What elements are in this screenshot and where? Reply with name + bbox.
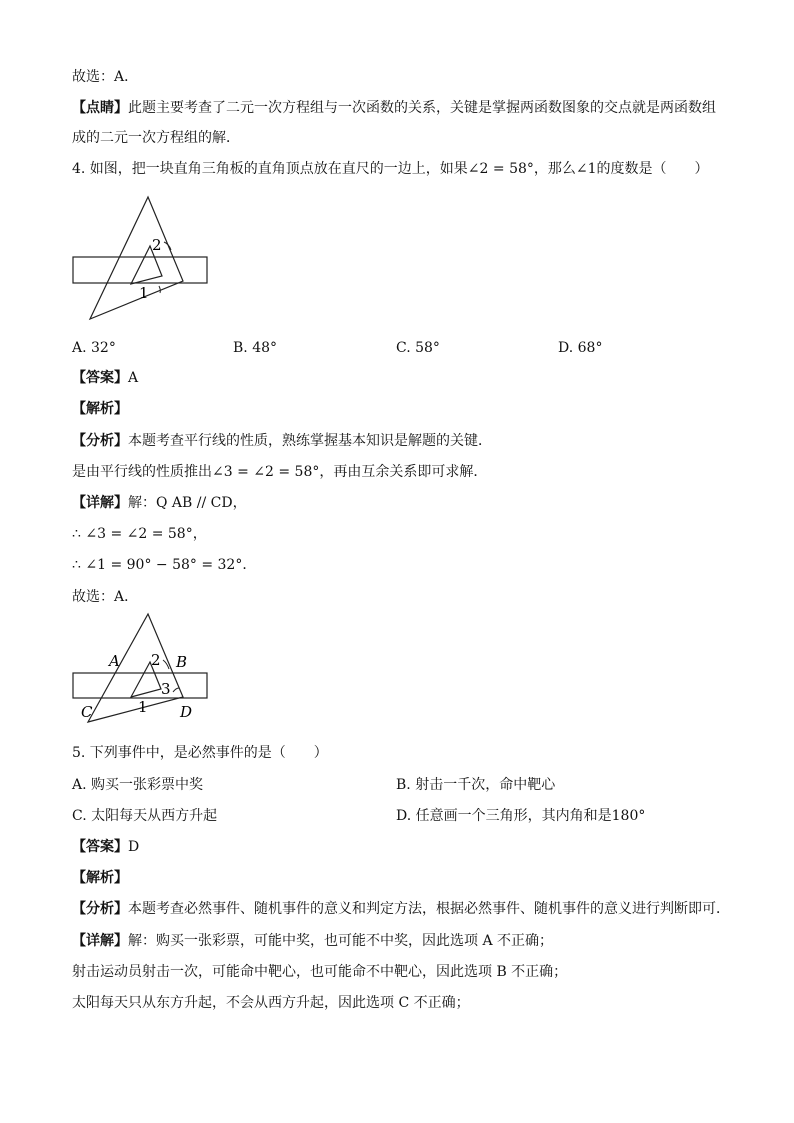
q4-analysis-text: 本题考查平行线的性质，熟练掌握基本知识是解题的关键． bbox=[128, 433, 492, 449]
label-point-b: B bbox=[176, 653, 188, 671]
q5-explain-tag bbox=[72, 869, 128, 887]
q5-answer-tag: 【答案】 bbox=[72, 839, 128, 855]
q4-answer bbox=[72, 369, 138, 387]
ruler bbox=[73, 257, 207, 283]
q4-detail-2: ∴ ∠3 = ∠2 = 58°， bbox=[72, 526, 207, 542]
q5-detail-2: 射击运动员射击一次，可能命中靶心，也可能命不中靶心，因此选项 B 不正确； bbox=[72, 964, 568, 980]
label-angle-1: 1 bbox=[138, 698, 148, 716]
q4-option-a: A. 32° bbox=[72, 340, 116, 356]
q4-analysis-2: 是由平行线的性质推出∠3 = ∠2 = 58°，再由互余关系即可求解． bbox=[72, 464, 488, 480]
prev-comment-line-1 bbox=[72, 99, 716, 117]
q4-final: 故选：A． bbox=[72, 589, 139, 605]
q5-stem: 5. 下列事件中，是必然事件的是（ ） bbox=[72, 745, 328, 761]
q5-explain-label: 【解析】 bbox=[72, 870, 128, 886]
outer-triangle bbox=[90, 197, 183, 319]
q4-answer-value: A bbox=[128, 370, 139, 386]
prev-comment-line-2: 成的二元一次方程组的解． bbox=[72, 130, 240, 146]
label-angle-2: 2 bbox=[152, 236, 162, 254]
q4-option-c: C. 58° bbox=[396, 340, 440, 356]
q5-option-b: B. 射击一千次，命中靶心 bbox=[396, 777, 556, 793]
angle-1-arc bbox=[159, 286, 160, 293]
q4-detail-3: ∴ ∠1 = 90° − 58° = 32°． bbox=[72, 557, 257, 573]
q4-figure-1 bbox=[66, 192, 216, 322]
label-angle-2: 2 bbox=[151, 651, 161, 669]
q5-detail-3: 太阳每天只从东方升起，不会从西方升起，因此选项 C 不正确； bbox=[72, 995, 470, 1011]
q4-detail-tag: 【详解】 bbox=[72, 495, 128, 511]
q5-answer-value: D bbox=[128, 839, 140, 855]
q4-option-b: B. 48° bbox=[233, 340, 278, 356]
q5-analysis-text: 本题考查必然事件、随机事件的意义和判定方法，根据必然事件、随机事件的意义进行判断即可． bbox=[128, 901, 730, 917]
q5-detail-text-1: 解：购买一张彩票，可能中奖，也可能不中奖，因此选项 A 不正确； bbox=[128, 933, 554, 949]
q4-detail-text-1: 解：Q AB // CD， bbox=[128, 495, 247, 511]
q4-explain-tag bbox=[72, 400, 128, 418]
label-angle-3: 3 bbox=[161, 680, 171, 698]
q4-analysis-tag: 【分析】 bbox=[72, 433, 128, 449]
prev-answer-line: 故选：A． bbox=[72, 69, 139, 85]
q5-detail-tag: 【详解】 bbox=[72, 933, 128, 949]
q4-detail-1 bbox=[72, 494, 247, 512]
q4-answer-tag: 【答案】 bbox=[72, 370, 128, 386]
q5-option-d: D. 任意画一个三角形，其内角和是180° bbox=[396, 808, 646, 824]
label-point-a: A bbox=[109, 652, 120, 670]
q5-option-c: C. 太阳每天从西方升起 bbox=[72, 808, 218, 824]
angle-3-arc bbox=[173, 688, 179, 692]
q4-analysis bbox=[72, 432, 492, 450]
q5-analysis bbox=[72, 900, 730, 918]
q5-option-a: A. 购买一张彩票中奖 bbox=[72, 777, 204, 793]
q4-option-d: D. 68° bbox=[558, 340, 603, 356]
q4-stem: 4. 如图，把一块直角三角板的直角顶点放在直尺的一边上，如果∠2 = 58°，那么∠1的度数是（ ） bbox=[72, 161, 709, 177]
comment-text-1: 此题主要考查了二元一次方程组与一次函数的关系，关键是掌握两函数图象的交点就是两函数组 bbox=[128, 100, 716, 116]
label-angle-1: 1 bbox=[139, 284, 149, 302]
comment-tag: 【点睛】 bbox=[72, 100, 128, 116]
q4-figure-2 bbox=[66, 612, 216, 724]
q4-explain-label: 【解析】 bbox=[72, 401, 128, 417]
label-point-d: D bbox=[180, 703, 193, 721]
q5-answer bbox=[72, 838, 139, 856]
q5-detail-1 bbox=[72, 932, 553, 950]
q5-analysis-tag: 【分析】 bbox=[72, 901, 128, 917]
label-point-c: C bbox=[81, 703, 93, 721]
